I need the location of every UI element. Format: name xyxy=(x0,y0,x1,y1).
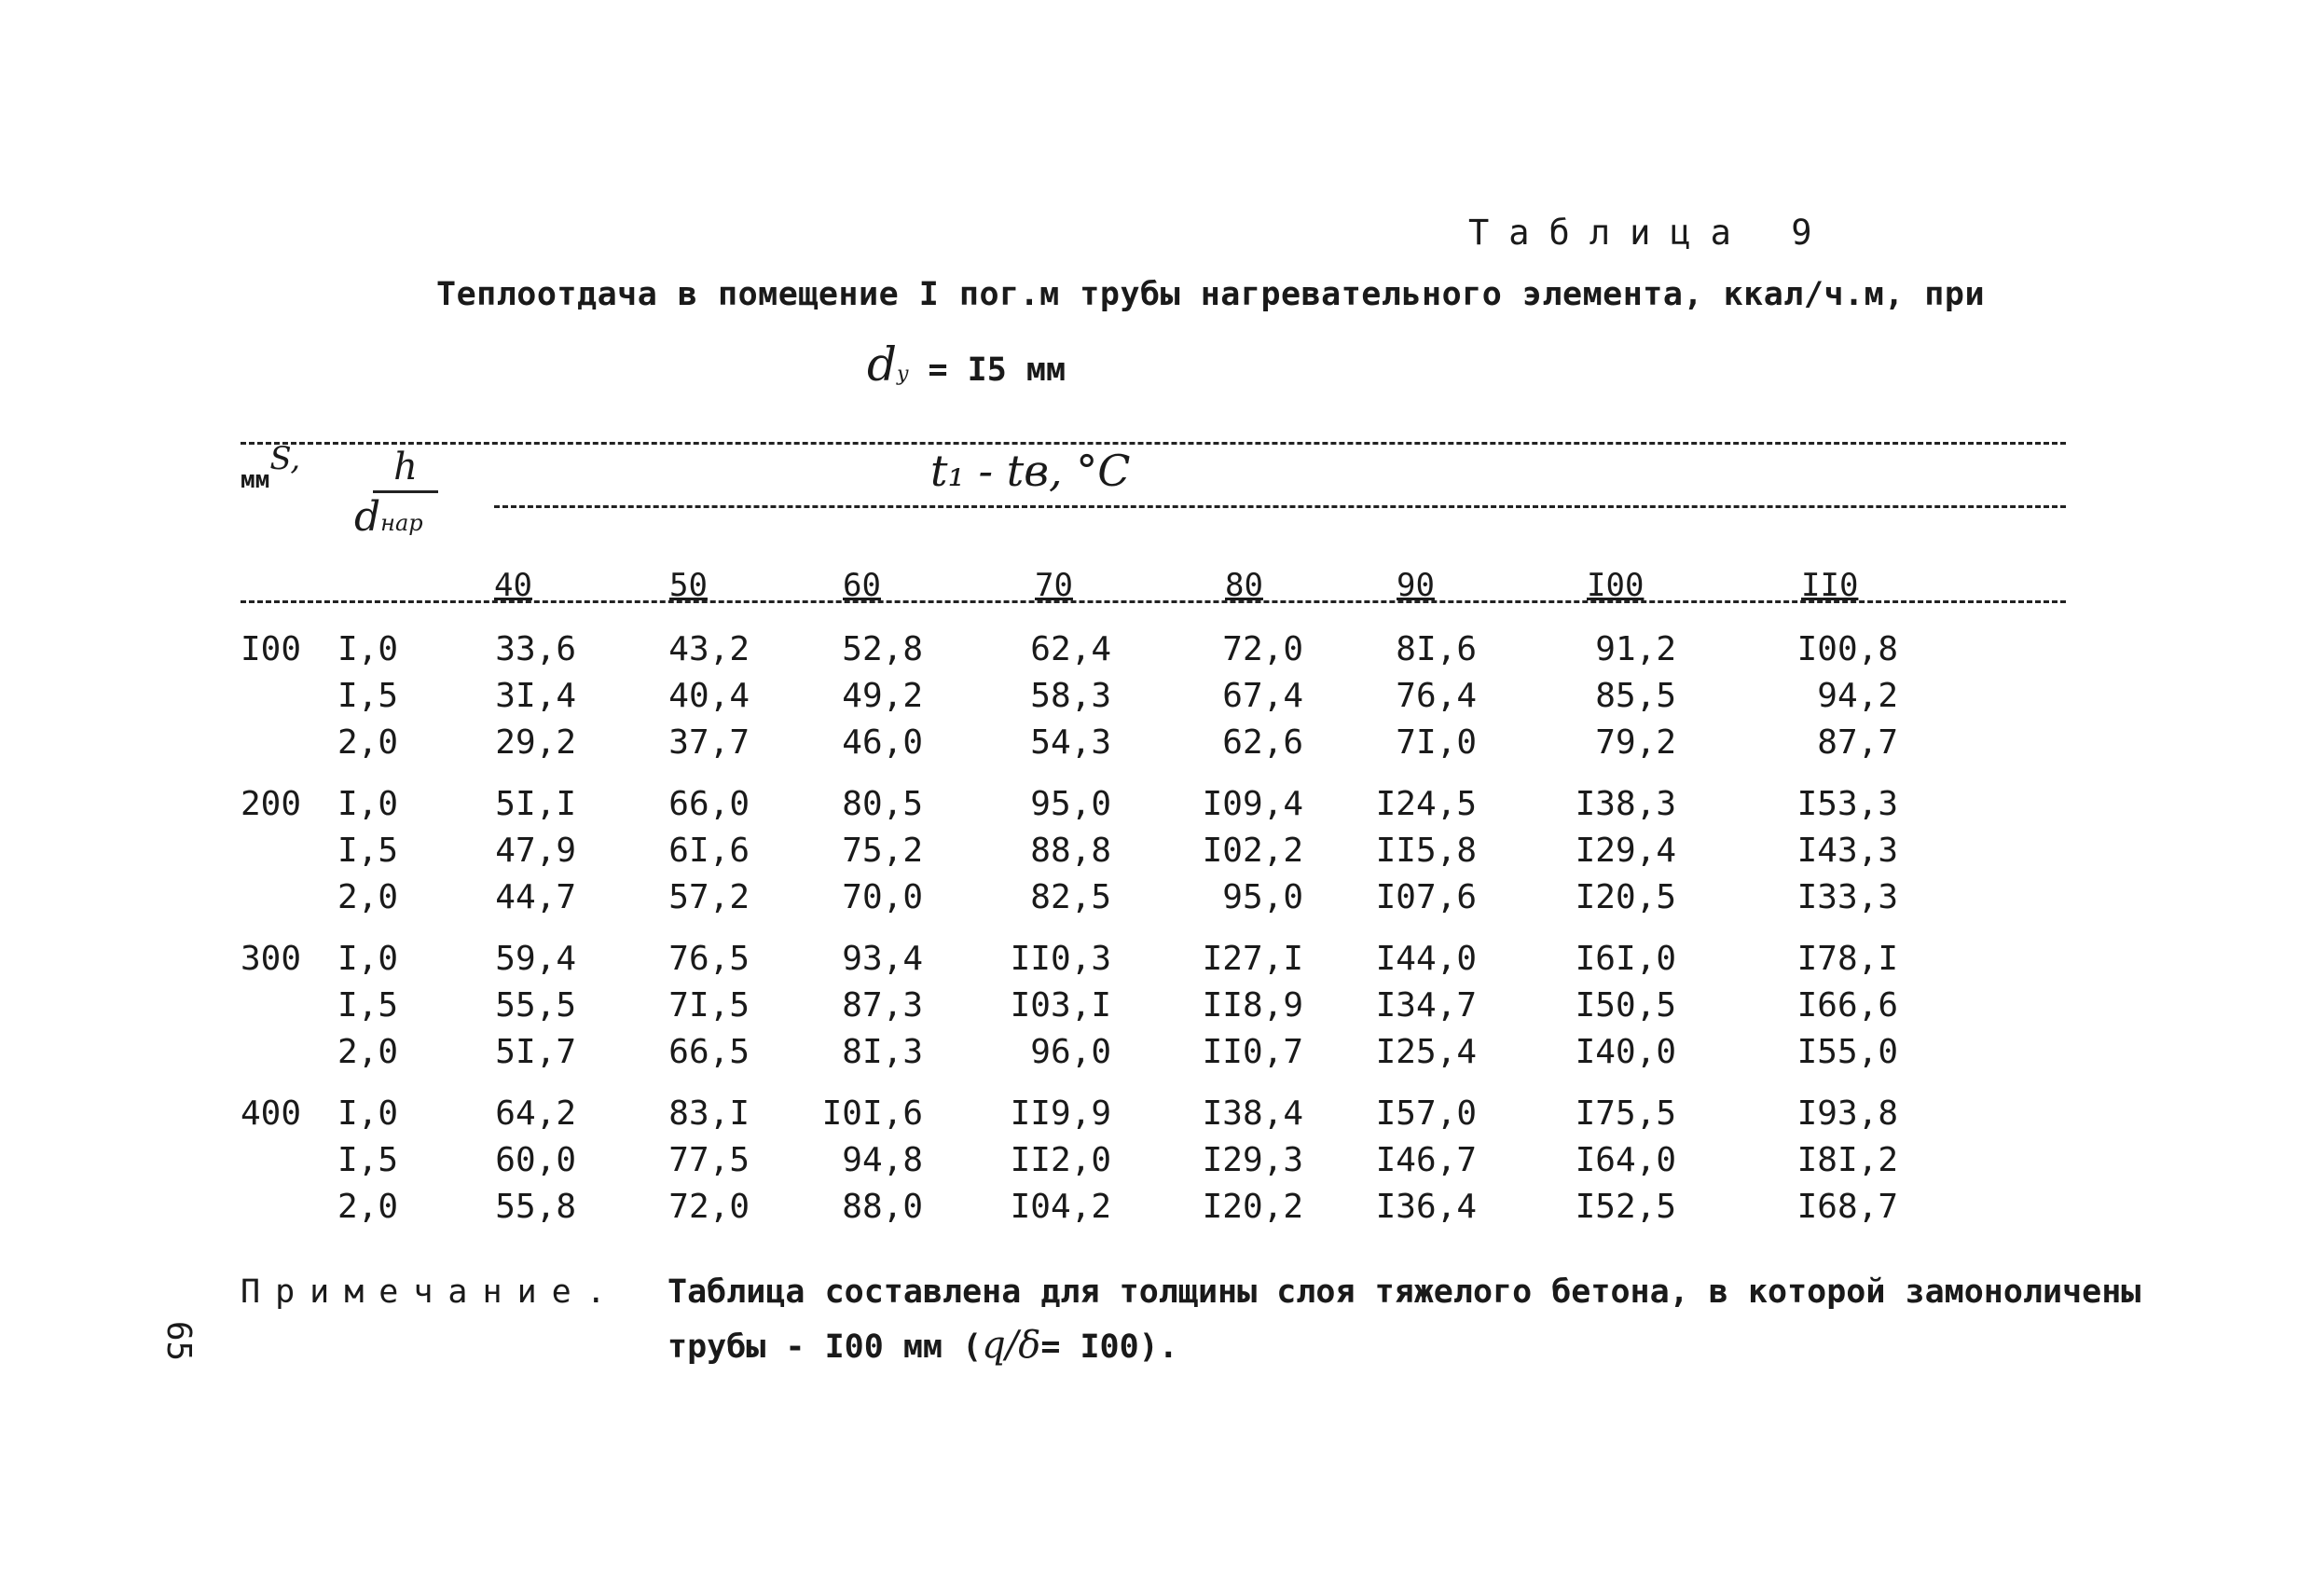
heat-value-cell: I07,6 xyxy=(1375,878,1477,916)
heat-value-cell: 94,8 xyxy=(842,1141,923,1179)
heat-value-cell: II9,9 xyxy=(1010,1094,1111,1133)
heat-value-cell: 94,2 xyxy=(1817,677,1898,715)
dy-subscript: y xyxy=(897,363,909,386)
heat-value-cell: 91,2 xyxy=(1595,630,1676,668)
heat-value-cell: 58,3 xyxy=(1030,677,1111,715)
heat-value-cell: I00,8 xyxy=(1796,630,1898,668)
header-top-rule xyxy=(241,442,2066,445)
heat-value-cell: I53,3 xyxy=(1796,785,1898,823)
heat-value-cell: I25,4 xyxy=(1375,1033,1477,1071)
dy-value: = I5 мм xyxy=(928,351,1067,389)
header-mid-rule xyxy=(494,505,2066,508)
heat-value-cell: 64,2 xyxy=(495,1094,576,1133)
heat-value-cell: 87,3 xyxy=(842,986,923,1025)
heat-value-cell: 72,0 xyxy=(668,1188,750,1226)
ratio-value: I,5 xyxy=(337,1141,399,1179)
heat-value-cell: 82,5 xyxy=(1030,878,1111,916)
table-caption: Теплоотдача в помещение I пог.м трубы нагревательного элемента, ккал/ч.м, при xyxy=(436,276,1986,313)
column-header: 60 xyxy=(843,567,881,604)
heat-value-cell: 33,6 xyxy=(495,630,576,668)
heat-value-cell: II8,9 xyxy=(1202,986,1303,1025)
heat-value-cell: 76,5 xyxy=(668,940,750,978)
heat-value-cell: I40,0 xyxy=(1575,1033,1676,1071)
s-unit: мм xyxy=(241,466,270,494)
heat-value-cell: I38,3 xyxy=(1575,785,1676,823)
heat-value-cell: 5I,I xyxy=(495,785,576,823)
heat-value-cell: I33,3 xyxy=(1796,878,1898,916)
heat-value-cell: 62,6 xyxy=(1222,723,1303,762)
heat-value-cell: 87,7 xyxy=(1817,723,1898,762)
ratio-value: I,0 xyxy=(337,630,399,668)
heat-value-cell: I29,4 xyxy=(1575,832,1676,870)
heat-value-cell: 76,4 xyxy=(1396,677,1477,715)
nominal-diameter xyxy=(867,337,1066,392)
heat-value-cell: I02,2 xyxy=(1202,832,1303,870)
heat-value-cell: 95,0 xyxy=(1222,878,1303,916)
heat-value-cell: I0I,6 xyxy=(821,1094,923,1133)
note-line-2 xyxy=(667,1324,1178,1367)
ratio-denominator-wrap xyxy=(354,493,457,541)
heat-value-cell: 62,4 xyxy=(1030,630,1111,668)
column-header: 40 xyxy=(494,567,532,604)
ratio-value: I,5 xyxy=(337,677,399,715)
spacing-value: 400 xyxy=(241,1094,302,1133)
heat-value-cell: 79,2 xyxy=(1595,723,1676,762)
note-line-2-pre: трубы - I00 мм ( xyxy=(667,1328,983,1366)
heat-value-cell: 88,8 xyxy=(1030,832,1111,870)
heat-value-cell: 96,0 xyxy=(1030,1033,1111,1071)
spacing-value: I00 xyxy=(241,630,302,668)
heat-value-cell: 85,5 xyxy=(1595,677,1676,715)
ratio-value: I,0 xyxy=(337,785,399,823)
note-label: Примечание. xyxy=(241,1273,621,1311)
heat-value-cell: 6I,6 xyxy=(668,832,750,870)
heat-value-cell: I38,4 xyxy=(1202,1094,1303,1133)
heat-value-cell: II5,8 xyxy=(1375,832,1477,870)
heat-value-cell: 66,5 xyxy=(668,1033,750,1071)
note-line-2-symbol: q/δ xyxy=(982,1324,1041,1367)
heat-value-cell: I64,0 xyxy=(1575,1141,1676,1179)
ratio-value: 2,0 xyxy=(337,878,399,916)
page-number: 65 xyxy=(159,1320,199,1362)
heat-value-cell: I43,3 xyxy=(1796,832,1898,870)
heat-value-cell: II0,7 xyxy=(1202,1033,1303,1071)
ratio-denominator: d xyxy=(354,493,381,541)
column-header: 50 xyxy=(669,567,708,604)
s-label: S, xyxy=(269,440,301,477)
heat-value-cell: I93,8 xyxy=(1796,1094,1898,1133)
heat-value-cell: 44,7 xyxy=(495,878,576,916)
heat-value-cell: 59,4 xyxy=(495,940,576,978)
heat-value-cell: 75,2 xyxy=(842,832,923,870)
heat-value-cell: I68,7 xyxy=(1796,1188,1898,1226)
heat-value-cell: 93,4 xyxy=(842,940,923,978)
heat-value-cell: I24,5 xyxy=(1375,785,1477,823)
heat-value-cell: 80,5 xyxy=(842,785,923,823)
heat-value-cell: I03,I xyxy=(1010,986,1111,1025)
heat-value-cell: 8I,6 xyxy=(1396,630,1477,668)
heat-value-cell: I27,I xyxy=(1202,940,1303,978)
heat-value-cell: 57,2 xyxy=(668,878,750,916)
heat-value-cell: 40,4 xyxy=(668,677,750,715)
heat-value-cell: 83,I xyxy=(668,1094,750,1133)
ratio-value: 2,0 xyxy=(337,723,399,762)
ratio-value: 2,0 xyxy=(337,1033,399,1071)
heat-value-cell: 7I,5 xyxy=(668,986,750,1025)
heat-value-cell: 88,0 xyxy=(842,1188,923,1226)
heat-value-cell: I75,5 xyxy=(1575,1094,1676,1133)
heat-value-cell: 5I,7 xyxy=(495,1033,576,1071)
heat-value-cell: 52,8 xyxy=(842,630,923,668)
heat-value-cell: II0,3 xyxy=(1010,940,1111,978)
column-header: 70 xyxy=(1035,567,1073,604)
heat-value-cell: I57,0 xyxy=(1375,1094,1477,1133)
heat-value-cell: I29,3 xyxy=(1202,1141,1303,1179)
heat-value-cell: 29,2 xyxy=(495,723,576,762)
note-line-1: Таблица составлена для толщины слоя тяжелого бетона, в которой замоноличены xyxy=(667,1273,2141,1311)
column-header: 80 xyxy=(1225,567,1263,604)
heat-value-cell: I44,0 xyxy=(1375,940,1477,978)
note-line-2-post: = I00). xyxy=(1040,1328,1178,1366)
ratio-value: I,5 xyxy=(337,986,399,1025)
heat-value-cell: I20,5 xyxy=(1575,878,1676,916)
temp-diff-header: t₁ - tв, °C xyxy=(930,446,1131,496)
ratio-value: I,0 xyxy=(337,1094,399,1133)
ratio-value: I,5 xyxy=(337,832,399,870)
heat-value-cell: I36,4 xyxy=(1375,1188,1477,1226)
heat-value-cell: 72,0 xyxy=(1222,630,1303,668)
ratio-header xyxy=(354,446,457,541)
dy-symbol: d xyxy=(867,337,898,392)
heat-value-cell: I78,I xyxy=(1796,940,1898,978)
ratio-denominator-sub: нар xyxy=(380,510,423,536)
heat-value-cell: 8I,3 xyxy=(842,1033,923,1071)
heat-value-cell: I66,6 xyxy=(1796,986,1898,1025)
column-header: I00 xyxy=(1587,567,1645,604)
heat-value-cell: 47,9 xyxy=(495,832,576,870)
heat-value-cell: 46,0 xyxy=(842,723,923,762)
s-header xyxy=(241,440,301,494)
heat-value-cell: I46,7 xyxy=(1375,1141,1477,1179)
heat-value-cell: I09,4 xyxy=(1202,785,1303,823)
heat-value-cell: 67,4 xyxy=(1222,677,1303,715)
heat-value-cell: 95,0 xyxy=(1030,785,1111,823)
heat-value-cell: 77,5 xyxy=(668,1141,750,1179)
heat-value-cell: 54,3 xyxy=(1030,723,1111,762)
heat-value-cell: 66,0 xyxy=(668,785,750,823)
heat-value-cell: I52,5 xyxy=(1575,1188,1676,1226)
heat-value-cell: 37,7 xyxy=(668,723,750,762)
heat-value-cell: 7I,0 xyxy=(1396,723,1477,762)
column-header: II0 xyxy=(1801,567,1859,604)
ratio-value: I,0 xyxy=(337,940,399,978)
heat-value-cell: I04,2 xyxy=(1010,1188,1111,1226)
heat-value-cell: I50,5 xyxy=(1575,986,1676,1025)
heat-value-cell: 70,0 xyxy=(842,878,923,916)
heat-value-cell: I20,2 xyxy=(1202,1188,1303,1226)
heat-value-cell: II2,0 xyxy=(1010,1141,1111,1179)
heat-value-cell: 43,2 xyxy=(668,630,750,668)
heat-value-cell: I34,7 xyxy=(1375,986,1477,1025)
heat-value-cell: 49,2 xyxy=(842,677,923,715)
heat-value-cell: 55,5 xyxy=(495,986,576,1025)
heat-value-cell: 60,0 xyxy=(495,1141,576,1179)
ratio-value: 2,0 xyxy=(337,1188,399,1226)
heat-value-cell: 55,8 xyxy=(495,1188,576,1226)
heat-value-cell: 3I,4 xyxy=(495,677,576,715)
table-number: Таблица 9 xyxy=(1468,213,1832,253)
column-header: 90 xyxy=(1397,567,1435,604)
heat-value-cell: I55,0 xyxy=(1796,1033,1898,1071)
spacing-value: 300 xyxy=(241,940,302,978)
heat-value-cell: I6I,0 xyxy=(1575,940,1676,978)
spacing-value: 200 xyxy=(241,785,302,823)
ratio-numerator: h xyxy=(393,446,418,488)
heat-value-cell: I8I,2 xyxy=(1796,1141,1898,1179)
